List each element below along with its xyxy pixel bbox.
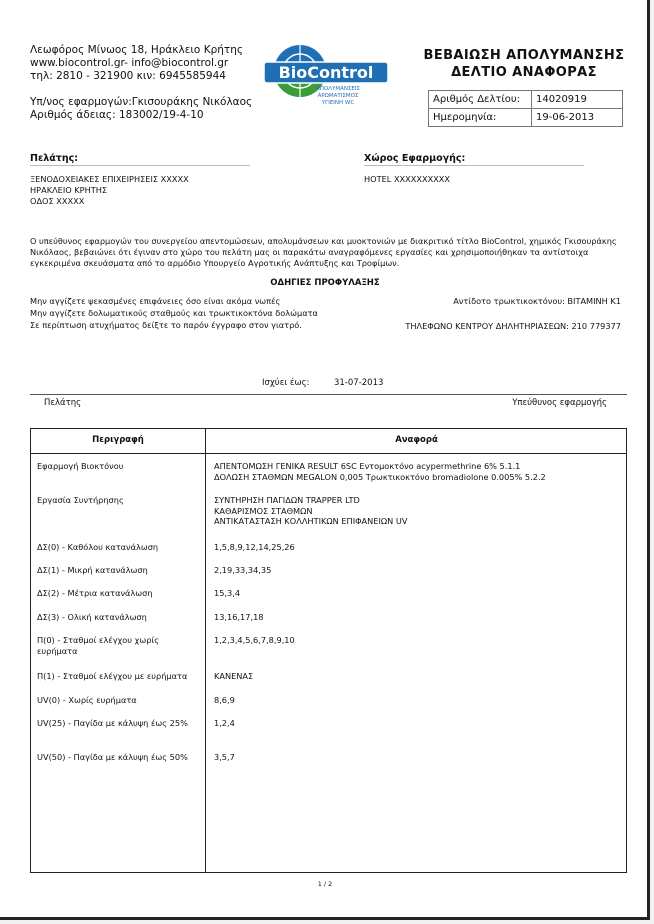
logo-brand-text: BioControl <box>278 63 374 82</box>
document-meta-table <box>428 90 623 127</box>
client-signature-label: Πελάτης <box>44 398 82 408</box>
applicator-name: Υπ/νος εφαρμογών:Γκισουράκης Νικόλαος <box>30 96 253 108</box>
document-title-line1: ΒΕΒΑΙΩΣΗ ΑΠΟΛΥΜΑΝΣΗΣ <box>423 48 625 63</box>
row-report-line: ΚΑΘΑΡΙΣΜΟΣ ΣΤΑΘΜΩΝ <box>214 505 313 516</box>
row-description: Π(0) - Σταθμοί ελέγχου χωρίς ευρήματα <box>37 635 159 656</box>
row-report-line: ΑΠΕΝΤΟΜΩΣΗ ΓΕΝΙΚΑ RESULT 6SC Εντομοκτόνο acypermethrine 6% 5.1.1 <box>214 461 521 471</box>
guideline-item-2: Μην αγγίζετε δολωματικούς σταθμούς και τρωκτικοκτόνα δολώματα <box>30 308 318 318</box>
client-label: Πελάτης: <box>30 153 79 164</box>
table-header-divider <box>31 453 626 454</box>
document-date-value: 19-06-2013 <box>532 109 623 127</box>
report-table <box>30 428 627 873</box>
document-title-line2: ΔΕΛΤΙΟ ΑΝΑΦΟΡΑΣ <box>451 65 597 80</box>
row-report: 1,2,4 <box>214 718 235 728</box>
row-description: ΔΣ(3) - Ολική κατανάλωση <box>37 612 147 622</box>
document-number-row <box>429 91 623 109</box>
company-address: Λεωφόρος Μίνωος 18, Ηράκλειο Κρήτης <box>30 44 244 56</box>
company-phones: τηλ: 2810 - 321900 κιν: 6945585944 <box>30 70 226 82</box>
page-number: 1 / 2 <box>317 880 333 888</box>
validity-label: Ισχύει έως: <box>262 378 310 388</box>
table-header-report: Αναφορά <box>395 435 438 445</box>
row-report <box>214 461 546 482</box>
guidelines-list <box>30 295 318 331</box>
license-number: Αριθμός άδειας: 183002/19-4-10 <box>30 109 204 121</box>
guideline-item-3: Σε περίπτωση ατυχήματος δείξτε το παρόν έγγραφο στον γιατρό. <box>30 320 302 330</box>
guideline-item-1: Μην αγγίζετε ψεκασμένες επιφάνειες όσο είναι ακόμα νωπές <box>30 296 281 306</box>
guidelines-title: ΟΔΗΓΙΕΣ ΠΡΟΦΥΛΑΞΗΣ <box>270 278 380 288</box>
document-number-value: 14020919 <box>532 91 623 109</box>
document-date-label: Ημερομηνία: <box>429 109 532 127</box>
row-report: 13,16,17,18 <box>214 612 264 622</box>
document-date-row <box>429 109 623 127</box>
row-report: 3,5,7 <box>214 752 235 762</box>
client-details <box>30 174 189 207</box>
client-line-3: ΟΔΟΣ ΧΧΧΧΧ <box>30 196 85 206</box>
row-report <box>214 495 407 527</box>
row-description: UV(25) - Παγίδα με κάλυψη έως 25% <box>37 718 188 728</box>
row-report: ΚΑΝΕΝΑΣ <box>214 671 254 681</box>
responsible-signature-label: Υπεύθυνος εφαρμογής <box>512 398 607 408</box>
table-column-divider <box>205 429 206 872</box>
row-description: Εργασία Συντήρησης <box>37 495 124 505</box>
site-value: HOTEL ΧΧΧΧΧΧΧΧΧΧ <box>364 174 451 184</box>
antidote-info: Αντίδοτο τρωκτικοκτόνου: ΒΙΤΑΜΙΝΗ Κ1 <box>453 296 621 306</box>
client-divider <box>30 165 250 166</box>
logo-tagline-3: ΥΓΙΕΙΝΗ WC <box>321 100 355 106</box>
row-report: 1,2,3,4,5,6,7,8,9,10 <box>214 635 295 645</box>
validity-value: 31-07-2013 <box>334 378 384 388</box>
row-report: 15,3,4 <box>214 588 241 598</box>
row-description: UV(50) - Παγίδα με κάλυψη έως 50% <box>37 752 188 762</box>
license-info <box>30 96 252 122</box>
document-number-label: Αριθμός Δελτίου: <box>429 91 532 109</box>
poison-center-info: ΤΗΛΕΦΩΝΟ ΚΕΝΤΡΟΥ ΔΗΛΗΤΗΡΙΑΣΕΩΝ: 210 779377 <box>405 321 621 331</box>
row-description: ΔΣ(1) - Μικρή κατανάλωση <box>37 565 148 575</box>
logo-tagline-1: ΑΠΟΛΥΜΑΝΣΕΙΣ <box>315 86 361 92</box>
row-description: UV(0) - Χωρίς ευρήματα <box>37 695 137 705</box>
row-report: 1,5,8,9,12,14,25,26 <box>214 542 295 552</box>
logo-tagline-2: ΑΡΩΜΑΤΙΣΜΟΣ <box>317 93 359 99</box>
row-report-line: ΣΥΝΤΗΡΗΣΗ ΠΑΓΙΔΩΝ TRAPPER LTD <box>214 495 360 505</box>
logo-graphic <box>262 42 392 112</box>
row-report-line: ΑΝΤΙΚΑΤΑΣΤΑΣΗ ΚΟΛΛΗΤΙΚΩΝ ΕΠΙΦΑΝΕΙΩΝ UV <box>214 516 408 526</box>
row-description: Π(1) - Σταθμοί ελέγχου με ευρήματα <box>37 671 188 681</box>
table-header-description: Περιγραφή <box>92 435 144 445</box>
row-description: ΔΣ(0) - Καθόλου κατανάλωση <box>37 542 159 552</box>
site-label: Χώρος Εφαρμογής: <box>364 153 466 164</box>
row-description: Εφαρμογή Βιοκτόνου <box>37 461 124 471</box>
row-report-line: ΔΟΛΩΣΗ ΣΤΑΘΜΩΝ MEGALON 0,005 Τρωκτικοκτόνο bromadiolone 0.005% 5.2.2 <box>214 471 546 482</box>
row-report: 2,19,33,34,35 <box>214 565 272 575</box>
company-info <box>30 44 243 83</box>
row-description: ΔΣ(2) - Μέτρια κατανάλωση <box>37 588 153 598</box>
client-line-2: ΗΡΑΚΛΕΙΟ ΚΡΗΤΗΣ <box>30 185 108 195</box>
statement-paragraph: Ο υπεύθυνος εφαρμογών του συνεργείου απεντομώσεων, απολυμάνσεων και μυοκτονιών με διακριτικό τίτλο BioControl, χημικός Γκισουράκης Νικόλαος, βεβαιώνει ότι έγιναν στο χώρο του πελάτη μας οι παρακάτω αναγραφόμενες εργασίες και χρησιμοποιήθηκαν τα αντίστοιχα εγκεκριμένα σκευάσματα από το αρμόδιο Υπουργείο Αγροτικής Ανάπτυξης και Τροφίμων. <box>30 236 617 268</box>
biocontrol-logo <box>262 42 392 112</box>
row-report: 8,6,9 <box>214 695 235 705</box>
signature-divider <box>30 394 627 395</box>
site-divider <box>364 165 584 166</box>
document-title <box>410 47 638 81</box>
client-line-1: ΞΕΝΟΔΟΧΕΙΑΚΕΣ ΕΠΙΧΕΙΡΗΣΕΙΣ ΧΧΧΧΧ <box>30 174 189 184</box>
company-web-email: www.biocontrol.gr- info@biocontrol.gr <box>30 57 229 69</box>
